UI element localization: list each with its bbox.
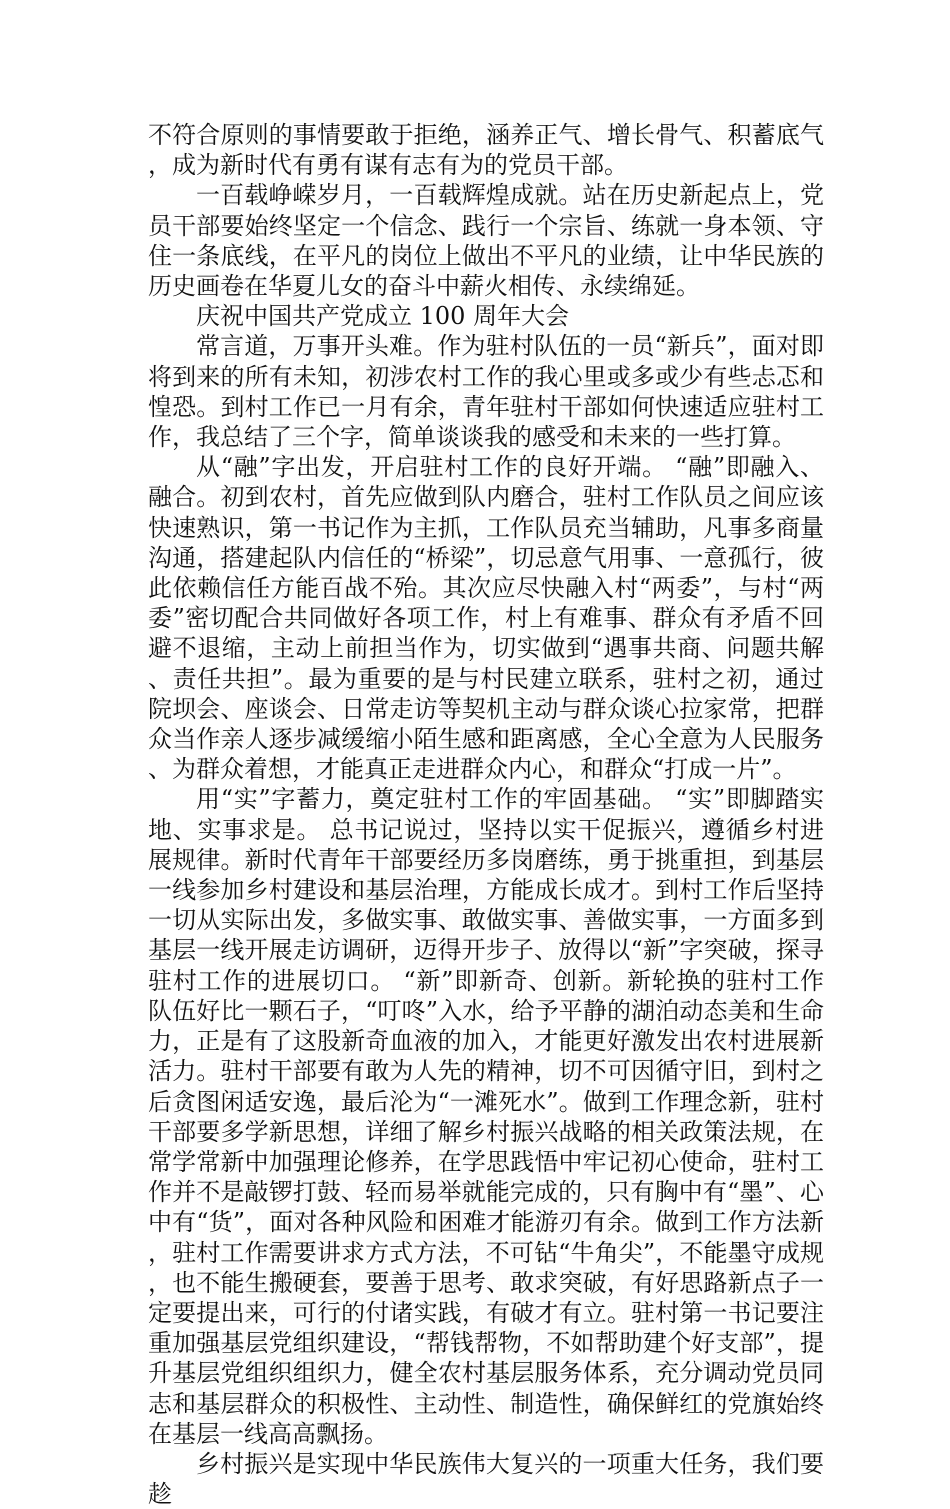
paragraph-body: 乡村振兴是实现中华民族伟大复兴的一项重大任务，我们要趁 xyxy=(148,1449,824,1509)
paragraph-body: 用“实”字蓄力，奠定驻村工作的牢固基础。 “实”即脚踏实地、实事求是。 总书记说过，坚持以实干促振兴，遵循乡村进展规律。新时代青年干部要经历多岗磨练，勇于挑重担，到基层一线参加乡村建设和基层治理，方能成长成才。到村工作后坚持一切从实际出发，多做实事、敢做实事、善做实事，一方面多到基层一线开展走访调研，迈得开步子、放得以“新”字突破，探寻驻村工作的进展切口。 “新”即新奇、创新。新轮换的驻村工作队伍好比一颗石子，“叮咚”入水，给予平静的湖泊动态美和生命力，正是有了这股新奇血液的加入，才能更好激发出农村进展新活力。驻村干部要有敢为人先的精神，切不可因循守旧，到村之后贪图闲适安逸，最后沦为“一滩死水”。做到工作理念新，驻村干部要多学新思想，详细了解乡村振兴战略的相关政策法规，在常学常新中加强理论修养，在学思践悟中牢记初心使命，驻村工作并不是敲锣打鼓、轻而易举就能完成的，只有胸中有“墨”、心中有“货”，面对各种风险和困难才能游刃有余。做到工作方法新，驻村工作需要讲求方式方法，不可钻“牛角尖”，不能墨守成规，也不能生搬硬套，要善于思考、敢求突破，有好思路新点子一定要提出来，可行的付诸实践，有破才有立。驻村第一书记要注重加强基层党组织建设，“帮钱帮物，不如帮助建个好支部”，提升基层党组织组织力，健全农村基层服务体系，充分调动党员同志和基层群众的积极性、主动性、制造性，确保鲜红的党旗始终在基层一线高高飘扬。 xyxy=(148,785,824,1448)
section-heading: 庆祝中国共产党成立 100 周年大会 xyxy=(196,302,570,331)
paragraph-body: 从“融”字出发，开启驻村工作的良好开端。 “融”即融入、融合。初到农村，首先应做到队内磨合，驻村工作队员之间应该快速熟识，第一书记作为主抓，工作队员充当辅助，凡事多商量沟通，搭建起队内信任的“桥梁”，切忌意气用事、一意孤行，彼此依赖信任方能百战不殆。其次应尽快融入村“两委”，与村“两委”密切配合共同做好各项工作，村上有难事、群众有矛盾不回避不退缩，主动上前担当作为，切实做到“遇事共商、问题共解、责任共担”。最为重要的是与村民建立联系，驻村之初，通过院坝会、座谈会、日常走访等契机主动与群众谈心拉家常，把群众当作亲人逐步减缓缩小陌生感和距离感，全心全意为人民服务、为群众着想，才能真正走进群众内心，和群众“打成一片”。 xyxy=(148,453,824,784)
paragraph-body: 常言道，万事开头难。作为驻村队伍的一员“新兵”，面对即将到来的所有未知，初涉农村工作的我心里或多或少有些忐忑和惶恐。到村工作已一月有余，青年驻村干部如何快速适应驻村工作，我总结了三个字，简单谈谈我的感受和未来的一些打算。 xyxy=(148,332,824,452)
paragraph-continuation: 不符合原则的事情要敢于拒绝，涵养正气、增长骨气、积蓄底气，成为新时代有勇有谋有志有为的党员干部。 xyxy=(148,121,824,180)
document-body xyxy=(148,120,824,1509)
paragraph-body: 一百载峥嵘岁月，一百载辉煌成就。站在历史新起点上，党员干部要始终坚定一个信念、践行一个宗旨、练就一身本领、守住一条底线，在平凡的岗位上做出不平凡的业绩，让中华民族的历史画卷在华夏儿女的奋斗中薪火相传、永续绵延。 xyxy=(148,181,824,301)
